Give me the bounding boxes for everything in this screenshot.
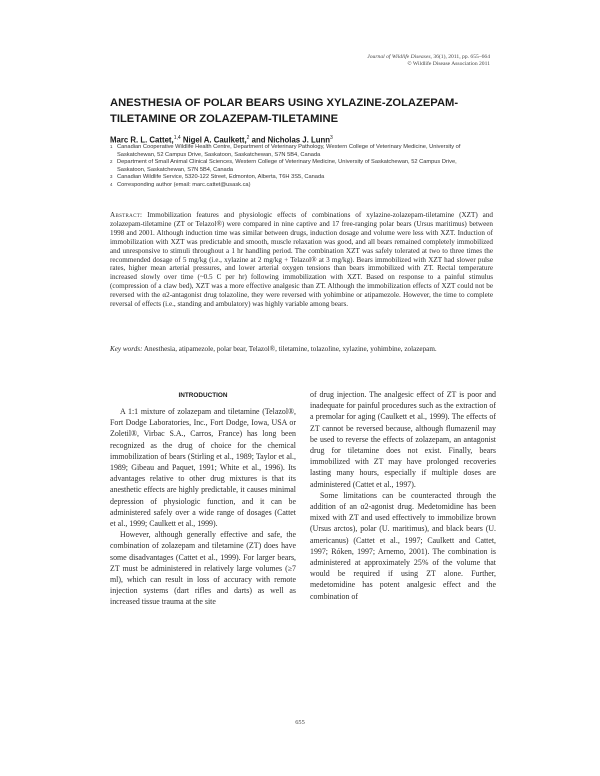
journal-name: Journal of Wildlife Diseases,: [367, 54, 432, 60]
keywords: [110, 345, 493, 354]
author-name: Nigel A. Caulkett,: [182, 135, 247, 145]
affiliation: [110, 182, 485, 190]
affiliation: [110, 159, 485, 174]
paper-title: ANESTHESIA OF POLAR BEARS USING XYLAZINE-ZOLAZEPAM-TILETAMINE OR ZOLAZEPAM-TILETAMINE: [110, 97, 459, 125]
abstract-text: Immobilization features and physiologic effects of combinations of xylazine-zolazepam-tiletamine (XZT) and zolazepam-tiletamine (ZT or Telazol®) were compared in nine captive and 17 free-ranging polar bears (Ursus maritimus) between 1998 and 2001. Although induction time was similar between drugs, induction dosage and volume were less with XZT. Induction of immobilization with XZT was predictable and smooth, muscle relaxation was good, and all bears remained completely immobilized and unresponsive to stimuli throughout a 1 hr handling period. The combination XZT was safely tolerated at two to three times the recommended dosage of 5 mg/kg (i.e., xylazine at 2 mg/kg + Telazol® at 3 mg/kg). Bears immobilized with XZT had slower pulse rates, higher mean arterial pressures, and lower arterial oxygen tensions than bears immobilized with ZT. Rectal temperature increased slowly over time (~0.5 C per hr) following immobilization with XZT. Based on response to a painful stimulus (compression of a claw bed), XZT was a more effective analgesic than ZT. Although the immobilization effects of XZT could not be reversed with the α2-antagonist drug tolazoline, they were reversed with yohimbine or atipamezole. However, the time to complete reversal of effects (i.e., standing and ambulatory) was highly variable among bears.: [110, 211, 493, 309]
body-paragraph: A 1:1 mixture of zolazepam and tiletamine (Telazol®, Fort Dodge Laboratories, Inc., Fort Dodge, Iowa, USA or Zoletil®, Virbac S.A., Carros, France) has long been recognized as the drug of choice for the chemical immobilization of bears (Stirling et al., 1989; Taylor et al., 1989; Gibeau and Paquet, 1991; White et al., 1996). Its advantages relative to other drug mixtures is that its anesthetic effects are highly predictable, it causes minimal depression of physiologic function, and it can be administered safely over a wide range of dosages (Cattet et al., 1999; Caulkett et al., 1999).: [110, 407, 296, 529]
journal-citation: 36(1), 2011, pp. 655–664: [433, 54, 490, 60]
affiliation-text: Corresponding author (email: marc.cattet@usask.ca): [117, 181, 251, 188]
author-affil-mark: 1,4: [173, 135, 181, 141]
affiliation-number: 4: [110, 181, 113, 187]
affiliation-number: 2: [110, 159, 113, 164]
author-affil-mark: 2: [246, 135, 250, 141]
journal-copyright: © Wildlife Disease Association 2011: [407, 61, 490, 67]
author-name: Marc R. L. Cattet,: [110, 135, 174, 145]
journal-header: [367, 54, 490, 68]
affiliation: [110, 174, 485, 182]
affiliation-number: 3: [110, 174, 113, 179]
right-column: [310, 389, 496, 602]
body-paragraph: of drug injection. The analgesic effect of ZT is poor and inadequate for painful procedures such as the extraction of a premolar for aging (Caulkett et al., 1999). The effects of ZT cannot be reversed because, although flumazenil may be used to reverse the effects of zolazepam, an antagonist drug for tiletamine does not exist. Finally, bears immobilized with ZT may have prolonged recoveries lasting many hours, especially if multiple doses are administered (Cattet et al., 1997).: [310, 390, 496, 489]
keywords-text: Anesthesia, atipamezole, polar bear, Telazol®, tiletamine, tolazoline, xylazine, yohimbine, zolazepam.: [143, 345, 437, 353]
affiliation-number: 1: [110, 144, 113, 149]
body-paragraph: Some limitations can be counteracted through the addition of an α2-agonist drug. Medetomidine has been mixed with ZT and used effectively to immobilize brown (Ursus arctos), polar (U. maritimus), and black bears (U. americanus) (Cattet et al., 1997; Caulkett and Cattet, 1997; Róken, 1997; Arnemo, 2001). The combination is administered at approximately 25% of the volume that would be required if using ZT alone. Further, medetomidine has potent analgesic effect and the combination of: [310, 490, 496, 601]
body-paragraph: However, although generally effective and safe, the combination of zolazepam and tiletamine (ZT) does have some disadvantages (Cattet et al., 1999). For larger bears, ZT must be administered in relatively large volumes (≥7 ml), which can result in loss of accuracy with remote injection systems (dart rifles and darts) as well as increased tissue trauma at the site: [110, 530, 296, 607]
author-affil-mark: 3: [330, 135, 333, 141]
affiliation: [110, 144, 485, 159]
affiliation-text: Department of Small Animal Clinical Sciences, Western College of Veterinary Medicine, University of Saskatchewan, 52 Campus Drive, Saskatoon, Saskatchewan, S7N 5B4, Canada: [117, 159, 457, 173]
page-number: 655: [295, 719, 305, 726]
author-name: and Nicholas J. Lunn: [251, 135, 331, 145]
section-heading-introduction: INTRODUCTION: [178, 392, 228, 399]
affiliation-text: Canadian Cooperative Wildlife Health Centre, Department of Veterinary Pathology, Western College of Veterinary Medicine, University of Saskatchewan, 52 Campus Drive, Saskatoon, Saskatchewan, S7N 5B4, Canada: [117, 144, 461, 158]
left-column: [110, 406, 296, 608]
affiliation-text: Canadian Wildlife Service, 5320-122 Street, Edmonton, Alberta, T6H 3S5, Canada: [117, 174, 325, 180]
abstract-label: Abstract:: [110, 211, 143, 219]
keywords-label: Key words:: [110, 345, 143, 353]
abstract: [110, 211, 493, 309]
affiliations: [110, 144, 485, 189]
